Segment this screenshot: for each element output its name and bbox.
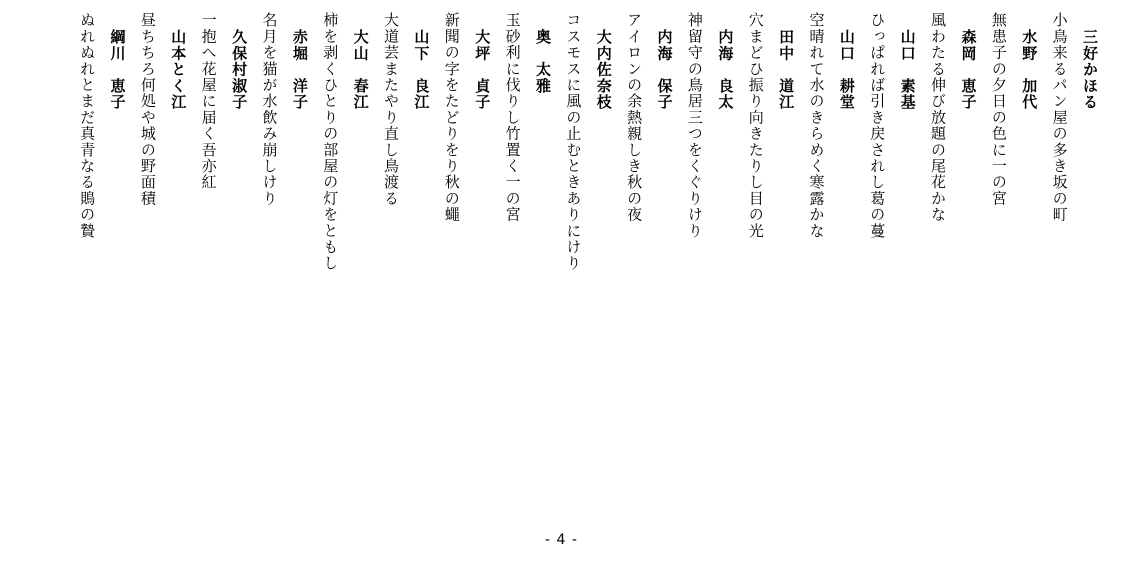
haiku-text: 名月を猫が水飲み崩しけり [260, 12, 279, 207]
haiku-text: 昼ちちろ何処や城の野面積 [138, 12, 157, 207]
haiku-entry [804, 12, 857, 239]
haiku-text: 玉砂利に伐りし竹置く一の宮 [503, 12, 522, 223]
haiku-text: 新聞の字をたどりをり秋の蠅 [442, 12, 461, 223]
haiku-text: 神留守の鳥居三つをくぐりけり [685, 12, 704, 239]
haiku-text: アイロンの余熱親しき秋の夜 [625, 12, 644, 223]
haiku-text: 柿を剥くひとりの部屋の灯をともし [321, 12, 340, 272]
haiku-entry [440, 12, 493, 223]
haiku-text: 一抱へ花屋に届く吾亦紅 [199, 12, 218, 191]
haiku-entry [318, 12, 371, 271]
haiku-entry [501, 12, 554, 223]
haiku-text: 大道芸またやり直し鳥渡る [382, 12, 401, 207]
author-name: 森岡 恵子 [959, 29, 978, 110]
author-name: 山口 素基 [898, 29, 917, 110]
haiku-text: ぬれぬれとまだ真青なる鵙の贄 [78, 12, 97, 239]
author-name: 大坪 貞子 [473, 29, 492, 110]
author-name: 内海 良太 [716, 29, 735, 110]
author-name: 山下 良江 [412, 29, 431, 110]
haiku-entry [197, 12, 250, 190]
author-name: 山口 耕堂 [837, 29, 856, 110]
author-name: 山本とく江 [169, 29, 188, 110]
author-name: 大山 春江 [351, 29, 370, 110]
haiku-text: ひっぱれば引き戻されし葛の蔓 [868, 12, 887, 239]
author-name: 水野 加代 [1020, 29, 1039, 110]
author-name: 三好かほる [1081, 29, 1099, 110]
haiku-entry [683, 12, 736, 239]
haiku-entry [987, 12, 1040, 206]
haiku-text: 穴まどひ振り向きたりし目の光 [746, 12, 765, 239]
haiku-entry [257, 12, 310, 206]
haiku-entry [926, 12, 979, 223]
haiku-entry [622, 12, 675, 223]
haiku-entry [1048, 12, 1101, 223]
page-number: - 4 - [545, 532, 578, 548]
author-name: 赤堀 洋子 [290, 29, 309, 110]
haiku-text: 風わたる伸び放題の尾花かな [929, 12, 948, 223]
haiku-entry [75, 12, 128, 239]
author-name: 内海 保子 [655, 29, 674, 110]
author-name: 奥 太雅 [533, 29, 552, 94]
author-name: 田中 道江 [777, 29, 796, 110]
author-name: 久保村淑子 [230, 29, 249, 110]
author-name: 大内佐奈枝 [594, 29, 613, 110]
haiku-text: 無患子の夕日の色に一の宮 [989, 12, 1008, 207]
haiku-entry [865, 12, 918, 239]
author-name: 綱川 恵子 [108, 29, 127, 110]
haiku-text: コスモスに風の止むときありにけり [564, 12, 583, 272]
haiku-text: 空晴れて水のきらめく寒露かな [807, 12, 826, 239]
haiku-entry [561, 12, 614, 271]
haiku-entry [136, 12, 189, 206]
haiku-text: 小鳥来るパン屋の多き坂の町 [1050, 12, 1069, 223]
haiku-entry [744, 12, 797, 239]
haiku-columns [75, 12, 1101, 312]
haiku-entry [379, 12, 432, 206]
